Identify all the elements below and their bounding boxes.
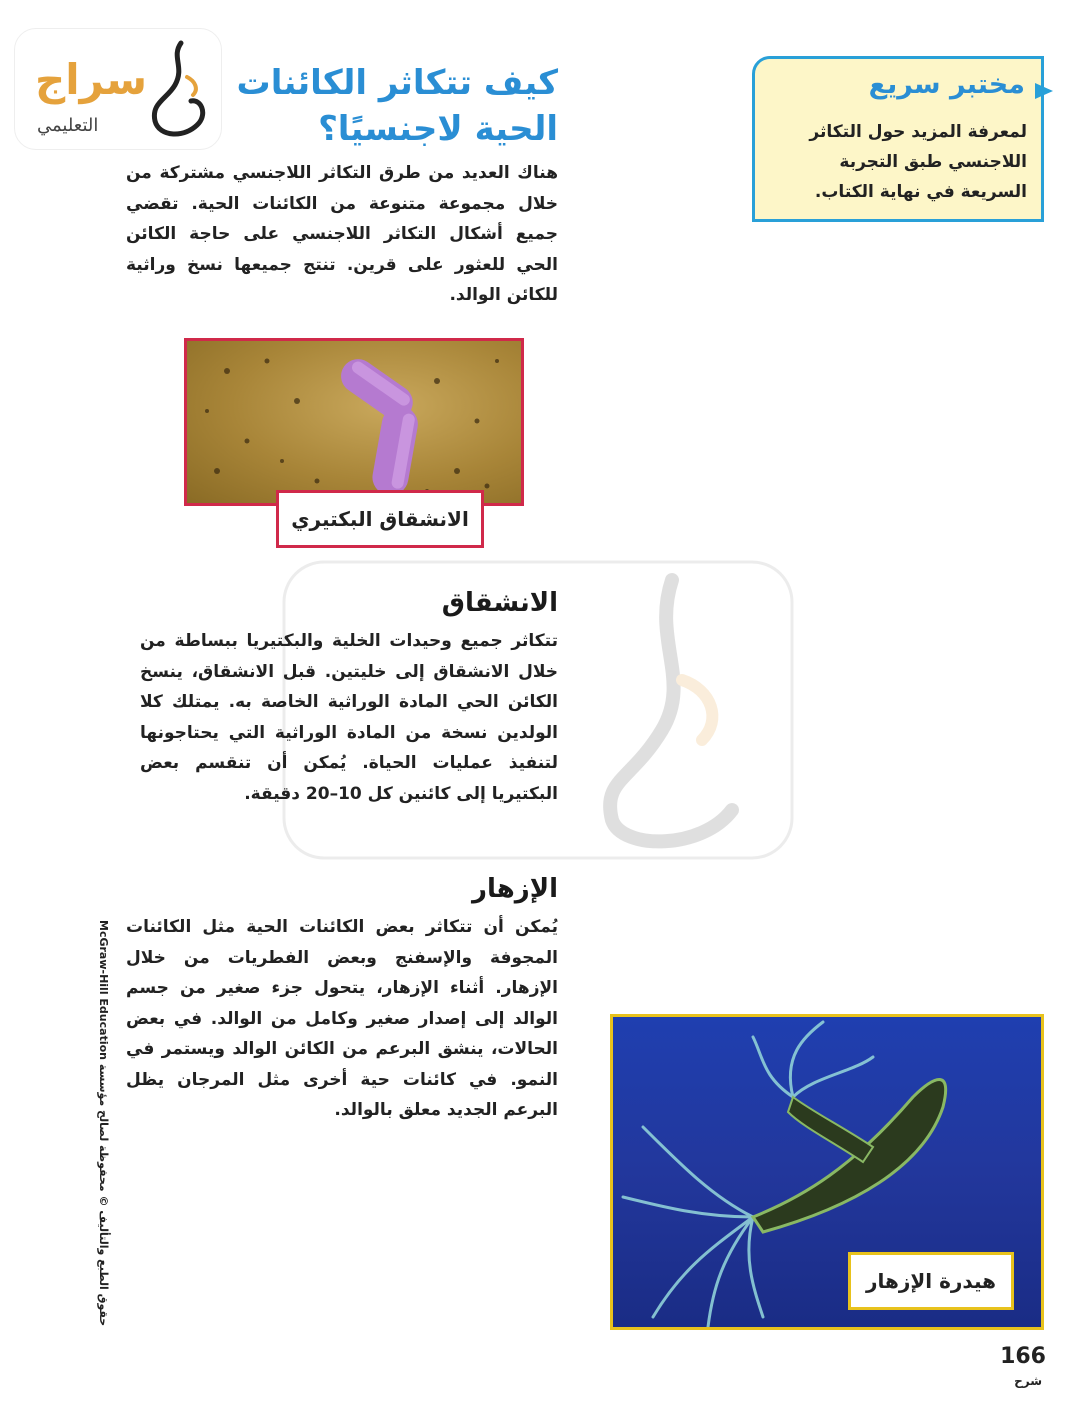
copyright-text: McGraw-Hill Education حقوق الطبع والتأليف © محفوظة لصالح مؤسسة: [97, 920, 110, 1327]
copyright-side-note: [84, 920, 114, 1340]
quick-lab-text: لمعرفة المزيد حول التكاثر اللاجنسي طبق التجربة السريعة في نهاية الكتاب.: [809, 122, 1027, 202]
fission-paragraph: تتكاثر جميع وحيدات الخلية والبكتيريا ببساطة من خلال الانشقاق إلى خليتين. قبل الانشقاق، ينسخ الكائن الحي المادة الوراثية الخاصة به. يمتلك كلا الولدين نسخة من المادة الوراثية التي يحتاجونها لتنفيذ عمليات الحياة. يُمكن أن تنقسم بعض البكتيريا إلى كائنين كل 10–20 دقيقة.: [140, 631, 558, 804]
hydra-caption: هيدرة الإزهار: [848, 1252, 1014, 1310]
budding-paragraph: يُمكن أن تتكاثر بعض الكائنات الحية مثل الكائنات المجوفة والإسفنج وبعض الفطريات من خلال الإزهار. أثناء الإزهار، يتحول جزء صغير من جسم الوالد إلى إصدار صغير وكامل من الوالد. في بعض الحالات، ينشق البرعم من الكائن الوالد ويستمر في النمو. في كائنات حية أخرى مثل المرجان يظل البرعم الجديد معلق بالوالد.: [126, 917, 558, 1120]
brand-logo: [14, 28, 222, 150]
budding-heading: الإزهار: [472, 874, 558, 904]
logo-subtitle: التعليمي: [37, 115, 99, 136]
page-title: كيف تتكاثر الكائنات الحية لاجنسيًا؟: [236, 63, 558, 149]
quick-lab-heading: مختبر سريع: [868, 69, 1025, 100]
logo-name: سراج: [35, 55, 148, 104]
bacteria-fission-image: [184, 338, 524, 506]
bacteria-illustration: [187, 341, 521, 503]
page-number: 166: [1000, 1344, 1046, 1369]
fission-heading: الانشقاق: [441, 588, 558, 618]
page-label: شرح: [1014, 1374, 1042, 1388]
intro-paragraph: هناك العديد من طرق التكاثر اللاجنسي مشتركة من خلال مجموعة متنوعة من الكائنات الحية. تقضي جميع أشكال التكاثر اللاجنسي على حاجة الكائن الحي للعثور على قرين. تنتج جميعها نسخ وراثية للكائن الوالد.: [126, 163, 558, 305]
flask-tab-icon: [1033, 79, 1055, 103]
bacteria-caption: الانشقاق البكتيري: [276, 490, 484, 548]
quick-lab-box: [752, 56, 1044, 222]
